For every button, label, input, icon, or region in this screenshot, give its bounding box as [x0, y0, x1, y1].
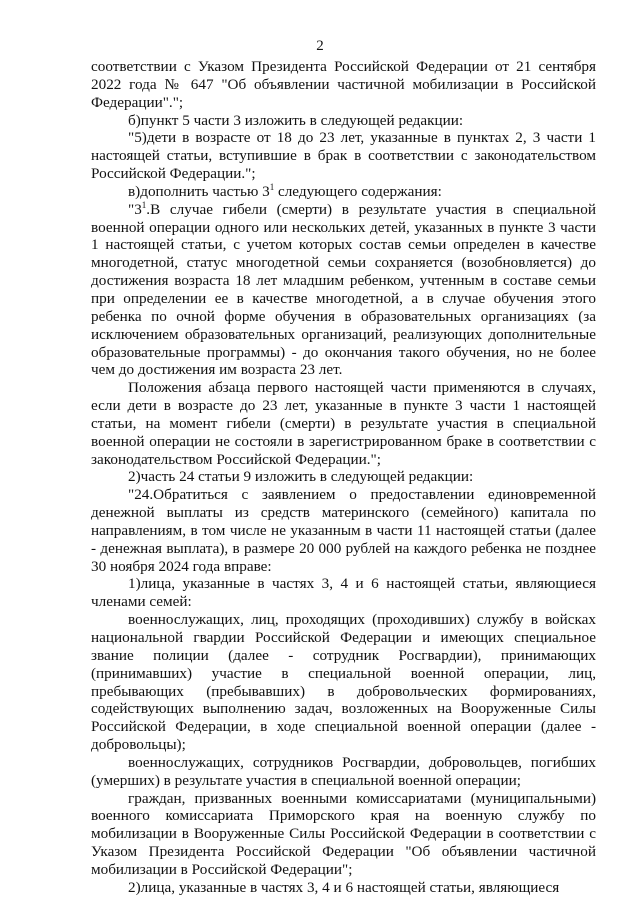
- page-number: 2: [316, 38, 324, 54]
- paragraph-subitem-1: 1)лица, указанные в частях 3, 4 и 6 настоящей статьи, являющиеся членами семей:: [91, 575, 596, 611]
- paragraph-item-2: 2)часть 24 статьи 9 изложить в следующей редакции:: [128, 468, 474, 486]
- paragraph-item-b: б)пункт 5 части 3 изложить в следующей редакции:: [128, 111, 464, 129]
- paragraph-deceased: военнослужащих, сотрудников Росгвардии, добровольцев, погибших (умерших) в результате участия в специальной военной операции;: [91, 753, 596, 789]
- document-body: [91, 58, 596, 897]
- paragraph-part-3-1-number: "3: [128, 200, 142, 218]
- paragraph-part-3-1-text: .В случае гибели (смерти) в результате участия в специальной военной операции одного или нескольких детей, указанных в пункте 3 части 1 настоящей статьи, с учетом которых состав семьи определен в качестве многодетной, статус многодетной семьи сохраняется (возобновляется) до достижения возраста 18 лет младшим ребенком, учтенным в составе семьи при определении ее в качестве многодетной, а в случае обучения этого ребенка по очной форме обучения в образовательных организациях (за исключением образовательных организаций, реализующих дополнительные образовательные программы) - до окончания такого обучения, но не более чем до достижения им возраста 23 лет.: [91, 200, 596, 379]
- paragraph-servicemen: военнослужащих, лиц, проходящих (проходивших) службу в войсках национальной гвардии Российской Федерации и имеющих специальное звание полиции (далее - сотрудник Росгвардии), принимающих (принимавших) участие в специальной военной операции, лиц, пребывающих (пребывавших) в добровольческих формированиях, содействующих выполнению задач, возложенных на Вооруженные Силы Российской Федерации, в ходе специальной военной операции (далее - добровольцы);: [91, 611, 596, 754]
- paragraph-item-5: "5)дети в возрасте от 18 до 23 лет, указанные в пунктах 2, 3 части 1 настоящей статьи, вступившие в брак в соответствии с законодательством Российской Федерации.";: [91, 129, 596, 183]
- paragraph-part-24: "24.Обратиться с заявлением о предоставлении единовременной денежной выплаты из средств материнского (семейного) капитала по направлениям, в том числе не указанным в части 11 настоящей статьи (далее - денежная выплата), в размере 20 000 рублей на каждого ребенка не позднее 30 ноября 2024 года вправе:: [91, 486, 596, 575]
- paragraph-item-v-tail: следующего содержания:: [274, 182, 442, 200]
- paragraph-item-v-text: в)дополнить частью 3: [128, 182, 270, 200]
- superscript-one: 1: [269, 181, 275, 192]
- paragraph-mobilized-citizens: граждан, призванных военными комиссариатами (муниципальными) военного комиссариата Приморского края на военную службу по мобилизации в Вооруженные Силы Российской Федерации в соответствии с Указом Президента Российской Федерации "Об объявлении частичной мобилизации в Российской Федерации";: [91, 789, 596, 878]
- paragraph-part-3-1: [91, 201, 596, 379]
- superscript-one: 1: [141, 199, 147, 210]
- paragraph-subitem-2: 2)лица, указанные в частях 3, 4 и 6 настоящей статьи, являющиеся: [128, 878, 560, 896]
- paragraph-item-v: [91, 183, 596, 201]
- paragraph-decree-continuation: соответствии с Указом Президента Российской Федерации от 21 сентября 2022 года № 647 "Об объявлении частичной мобилизации в Российской Федерации".";: [91, 58, 596, 111]
- paragraph-provisions: Положения абзаца первого настоящей части применяются в случаях, если дети в возрасте до 23 лет, указанные в пункте 3 части 1 настоящей статьи, на момент гибели (смерти) в результате участия в специальной военной операции не состояли в зарегистрированном браке в соответствии с законодательством Российской Федерации.";: [91, 379, 596, 468]
